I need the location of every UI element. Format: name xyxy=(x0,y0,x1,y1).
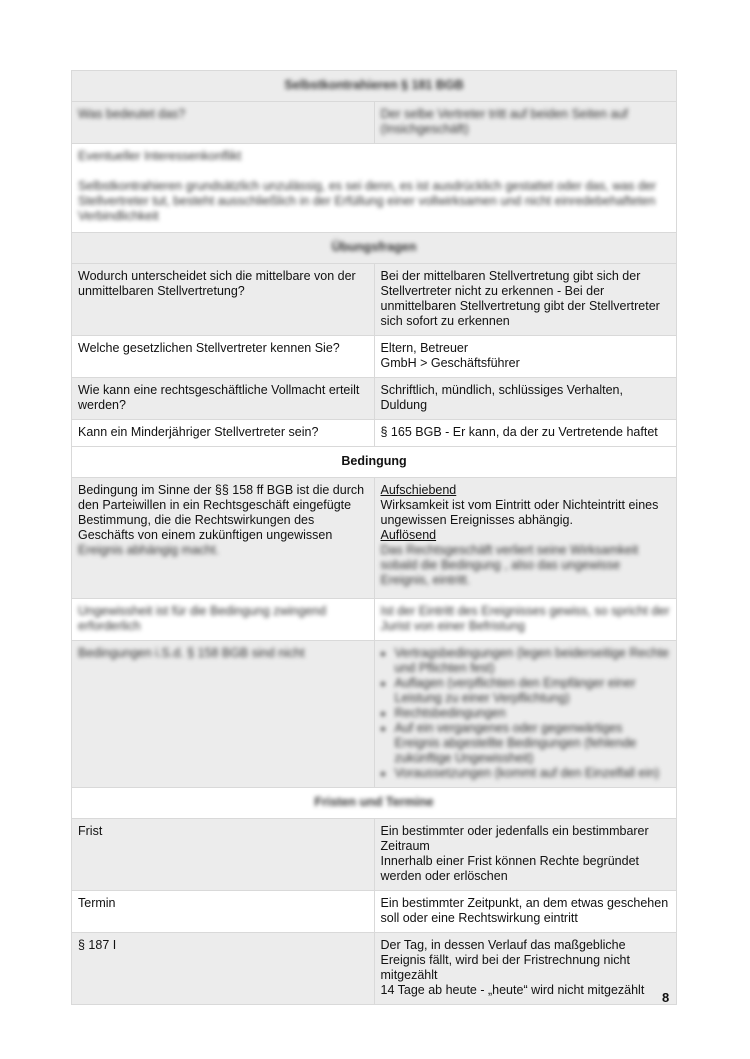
list-item: • Voraussetzungen (kommt auf den Einzelfall ein) xyxy=(395,766,671,781)
notes-table xyxy=(71,70,677,1005)
question-cell: Kann ein Minderjähriger Stellvertreter sein? xyxy=(72,420,375,447)
answer-cell: Schriftlich, mündlich, schlüssiges Verhalten, Duldung xyxy=(374,378,677,420)
table-row xyxy=(72,102,677,144)
answer-line: 14 Tage ab heute - „heute“ wird nicht mitgezählt xyxy=(380,983,645,997)
aufloesend-label: Auflösend xyxy=(380,528,437,542)
question-cell: Termin xyxy=(72,891,375,933)
section-title: Bedingung xyxy=(72,447,677,478)
table-row xyxy=(72,933,677,1005)
answer-cell: Der selbe Vertreter tritt auf beiden Seiten auf (Insichgeschäft) xyxy=(380,107,628,136)
question-cell: Wie kann eine rechtsgeschäftliche Vollmacht erteilt werden? xyxy=(72,378,375,420)
paragraph-text: Selbstkontrahieren grundsätzlich unzulässig, es sei denn, es ist ausdrücklich gestattet oder das, was der Stellvertreter tut, besteht ausschließlich in der Erfüllung einer vollwirksamen und nicht einredebehafteten Verbindlichkeit xyxy=(78,179,657,223)
answer-line: Innerhalb einer Frist können Rechte begründet werden oder erlöschen xyxy=(380,854,639,883)
table-row xyxy=(72,478,677,599)
definition-text-blurred: Ereignis abhängig macht. xyxy=(78,543,220,557)
table-row xyxy=(72,336,677,378)
aufloesend-text: Das Rechtsgeschäft verliert seine Wirksamkeit sobald die Bedingung , also das ungewisse Ereignis, eintritt. xyxy=(380,543,639,587)
aufschiebend-text: Wirksamkeit ist vom Eintritt oder Nichteintritt eines ungewissen Ereignisses abhängig. xyxy=(380,498,659,527)
table-row xyxy=(72,144,677,233)
list-item: • Rechtsbedingungen xyxy=(395,706,671,721)
definition-text: Bedingung im Sinne der §§ 158 ff BGB ist die durch den Parteiwillen in ein Rechtsgeschäft eingefügte Bestimmung, die die Rechtswirkungen des Geschäfts von einem zukünftigen ungewissen xyxy=(78,483,365,542)
question-cell: § 187 I xyxy=(72,933,375,1005)
answer-cell xyxy=(374,336,677,378)
section-header-row xyxy=(72,71,677,102)
table-row xyxy=(72,641,677,788)
section-header-row xyxy=(72,447,677,478)
table-row xyxy=(72,378,677,420)
question-cell: Frist xyxy=(72,819,375,891)
list-item: • Auflagen (verpflichten den Empfänger einer Leistung zu einer Verpflichtung) xyxy=(395,676,671,706)
section-title: Übungsfragen xyxy=(331,240,417,254)
list-item: • Vertragsbedingungen (legen beiderseitige Rechte und Pflichten fest) xyxy=(395,646,671,676)
document-page xyxy=(71,70,677,1005)
section-header-row xyxy=(72,233,677,264)
answer-cell: § 165 BGB - Er kann, da der zu Vertretende haftet xyxy=(374,420,677,447)
table-row xyxy=(72,891,677,933)
aufschiebend-label: Aufschiebend xyxy=(380,483,457,497)
section-title: Fristen und Termine xyxy=(314,795,434,809)
answer-cell xyxy=(374,819,677,891)
table-row xyxy=(72,819,677,891)
answer-line: GmbH > Geschäftsführer xyxy=(380,356,520,370)
note-text: Eventueller Interessenkonflikt xyxy=(78,149,242,163)
question-cell: Ungewissheit ist für die Bedingung zwingend erforderlich xyxy=(78,604,327,633)
table-row xyxy=(72,599,677,641)
answer-cell: Bei der mittelbaren Stellvertretung gibt sich der Stellvertreter nicht zu erkennen - Bei der unmittelbaren Stellvertretung gibt der Stellvertreter sich sofort zu erkennen xyxy=(374,264,677,336)
exclusion-list xyxy=(381,646,671,781)
answer-cell xyxy=(374,933,677,1005)
question-cell: Welche gesetzlichen Stellvertreter kennen Sie? xyxy=(72,336,375,378)
section-title: Selbstkontrahieren § 181 BGB xyxy=(284,78,464,92)
question-cell: Wodurch unterscheidet sich die mittelbare von der unmittelbaren Stellvertretung? xyxy=(72,264,375,336)
question-cell: Bedingungen i.S.d. § 158 BGB sind nicht xyxy=(78,646,305,660)
list-item: • Auf ein vergangenes oder gegenwärtiges Ereignis abgestellte Bedingungen (fehlende zukünftige Ungewissheit) xyxy=(395,721,671,766)
table-row xyxy=(72,264,677,336)
answer-line: Der Tag, in dessen Verlauf das maßgebliche Ereignis fällt, wird bei der Fristrechnung nicht mitgezählt xyxy=(380,938,630,982)
answer-line: Eltern, Betreuer xyxy=(380,341,469,355)
answer-line: Ein bestimmter oder jedenfalls ein bestimmbarer Zeitraum xyxy=(380,824,649,853)
table-row xyxy=(72,420,677,447)
answer-cell: Ein bestimmter Zeitpunkt, an dem etwas geschehen soll oder eine Rechtswirkung eintritt xyxy=(374,891,677,933)
section-header-row xyxy=(72,788,677,819)
answer-cell: Ist der Eintritt des Ereignisses gewiss, so spricht der Jurist von einer Befristung xyxy=(380,604,670,633)
page-number: 8 xyxy=(662,990,670,1005)
question-cell: Was bedeutet das? xyxy=(78,107,186,121)
